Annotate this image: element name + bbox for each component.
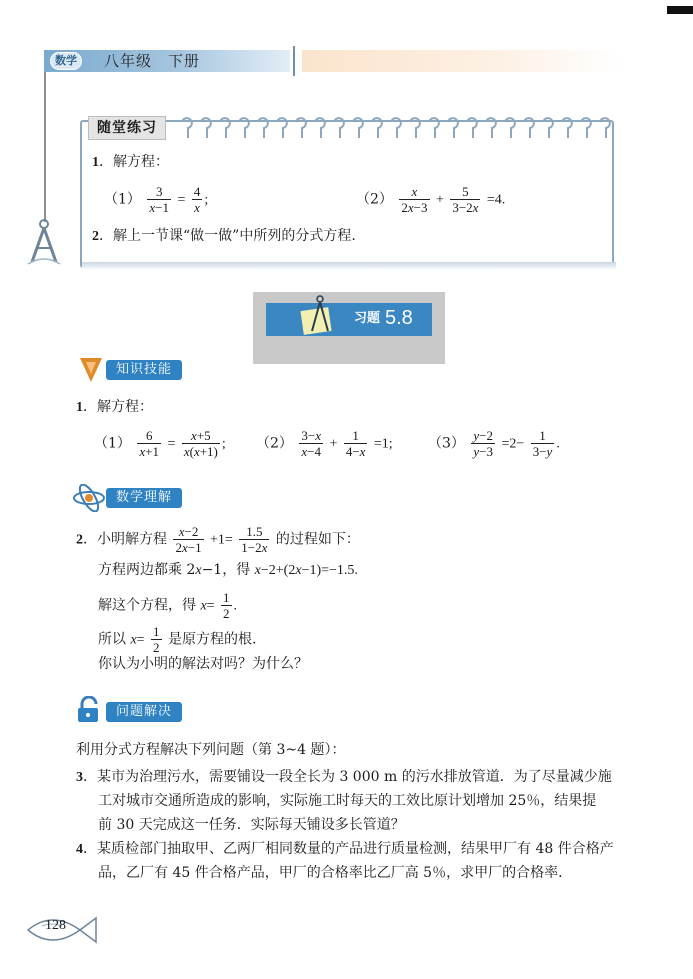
- section-skills: 知识技能: [106, 360, 182, 380]
- q4-line1: 4．某质检部门抽取甲、乙两厂相同数量的产品进行质量检测，结果甲厂有 48 件合格产: [76, 841, 614, 857]
- corner-mark: [667, 6, 693, 14]
- q3-line1: 3．某市为治理污水，需要铺设一段全长为 3 000 m 的污水排放管道．为了尽量减少施: [76, 769, 612, 785]
- exercise-banner: [266, 303, 432, 336]
- q1-part3: （3） $\frac{y-2}{y-3}$ =2− $\frac{1}{3-y}$ .: [428, 428, 560, 459]
- q1-part1: （1） $\frac{6}{x+1}$ = $\frac{x+5}{x(x+1)}$ ;: [94, 428, 226, 459]
- practice-q1-part2: （2） $\frac{x}{2x-3}$ + $\frac{5}{3-2x}$ =4.: [356, 184, 506, 215]
- exercise-title: 习题: [354, 311, 381, 326]
- header-gradient-bar: [302, 50, 622, 72]
- compass-icon: [24, 218, 64, 266]
- q3-line2: 工对城市交通所造成的影响，实际施工时每天的工效比原计划增加 25％，结果提: [98, 793, 597, 809]
- practice-q1-part1: （1） $\frac{3}{x-1}$ = $\frac{4}{x}$ ;: [104, 184, 209, 215]
- q1-prompt: 1．解方程：: [76, 399, 153, 415]
- header-divider: [293, 46, 295, 76]
- section-problem-solving: 问题解决: [106, 702, 182, 722]
- page-number: 128: [45, 918, 66, 933]
- q3-line3: 前 30 天完成这一任务．实际每天铺设多长管道？: [98, 817, 405, 833]
- lock-icon: [76, 696, 102, 724]
- q2-question: 你认为小明的解法对吗？为什么？: [98, 656, 308, 672]
- q2-prompt: 2．小明解方程 $\frac{x-2}{2x-1}$ +1= $\frac{1.5}{1-2x}$ 的过程如下：: [76, 524, 360, 555]
- q2-step1: 方程两边都乘 2x−1，得 x−2+(2x−1)=−1.5.: [98, 562, 358, 578]
- q1-part2: （2） $\frac{3-x}{x-4}$ + $\frac{1}{4-x}$ =1;: [256, 428, 393, 459]
- notebook-rings: [176, 110, 616, 140]
- q2-step3: 所以 x= $\frac{1}{2}$ 是原方程的根.: [98, 624, 257, 655]
- practice-box-shadow: [82, 262, 616, 270]
- problems-intro: 利用分式方程解决下列问题（第 3~4 题）：: [76, 742, 346, 758]
- practice-q1: 1．解方程：: [92, 154, 169, 170]
- q2-step2: 解这个方程，得 x= $\frac{1}{2}$ .: [98, 590, 238, 621]
- pencil-icon: [76, 356, 106, 384]
- compass-icon: [306, 295, 334, 335]
- practice-q2: 2．解上一节课“做一做”中所列的分式方程.: [92, 228, 356, 244]
- atom-icon: [72, 484, 106, 512]
- q4-line2: 品，乙厂有 45 件合格产品，甲厂的合格率比乙厂高 5％，求甲厂的合格率.: [98, 865, 563, 881]
- margin-line: [44, 72, 46, 222]
- book-title: 八年级 下册: [104, 52, 201, 70]
- exercise-card: [253, 292, 445, 364]
- section-understanding: 数学理解: [106, 488, 182, 508]
- exercise-number: 5.8: [385, 307, 413, 329]
- header-bar: [44, 50, 290, 72]
- practice-label: 随堂练习: [88, 116, 166, 140]
- subject-badge: 数学: [50, 52, 82, 70]
